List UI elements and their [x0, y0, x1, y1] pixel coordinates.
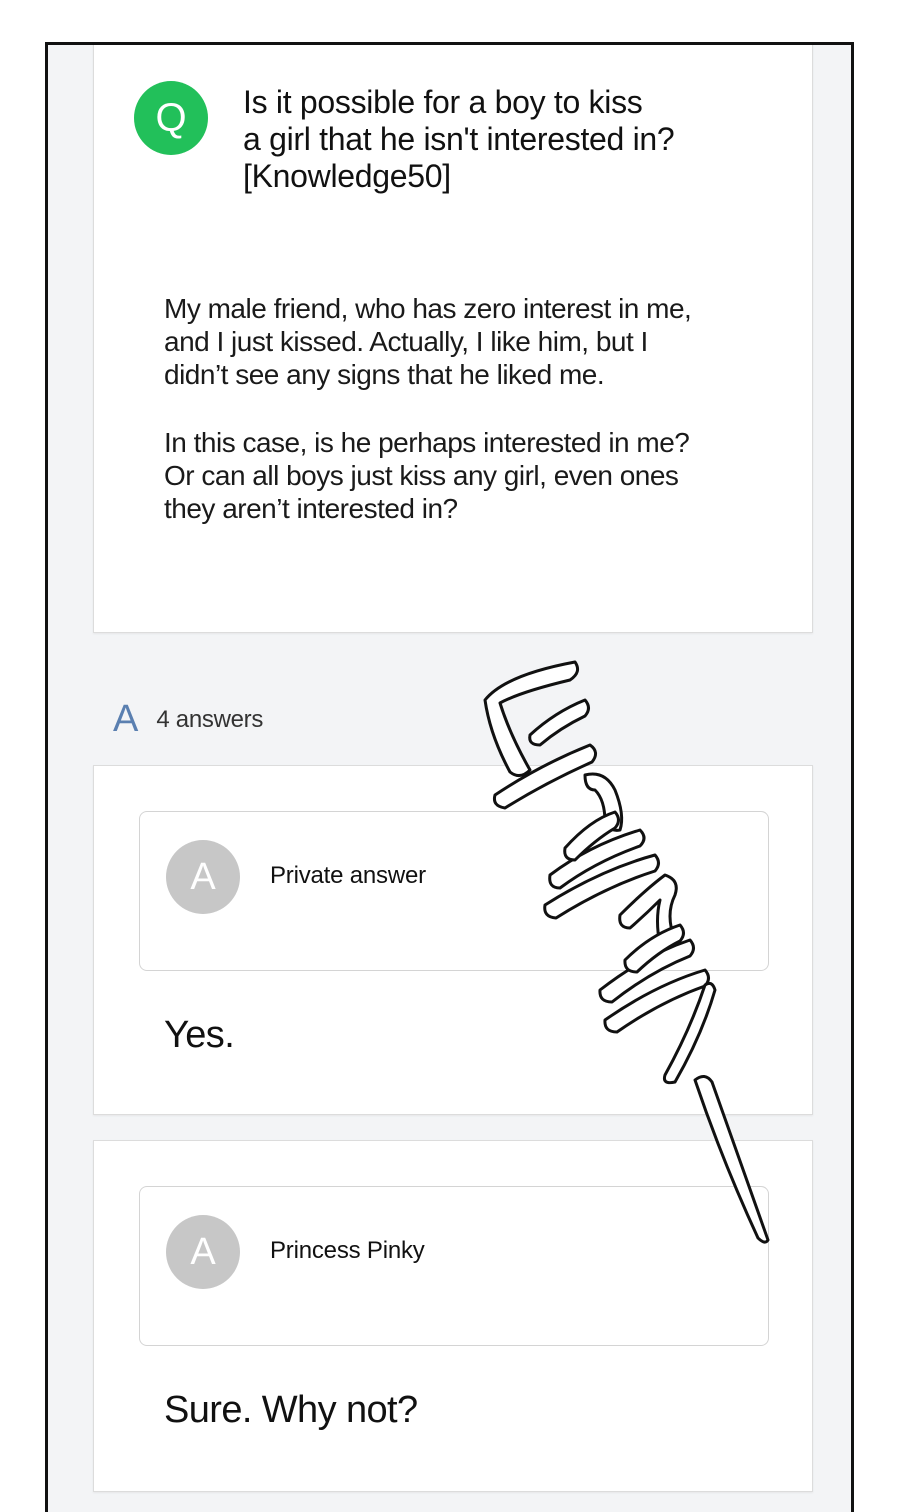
answer-author-name[interactable]: Private answer	[270, 862, 426, 889]
answer-author-box[interactable]	[139, 811, 769, 971]
question-card	[93, 42, 813, 633]
question-title[interactable]	[243, 84, 763, 195]
question-badge-icon: Q	[134, 81, 208, 155]
question-body-line: they aren’t interested in?	[164, 493, 458, 524]
question-body-line: My male friend, who has zero interest in me,	[164, 293, 692, 324]
answer-author-name[interactable]: Princess Pinky	[270, 1237, 425, 1264]
answer-card	[93, 1140, 813, 1492]
question-title-line: [Knowledge50]	[243, 158, 451, 194]
question-body-line: didn’t see any signs that he liked me.	[164, 359, 605, 390]
question-body-paragraph	[164, 426, 764, 525]
answers-header	[113, 698, 263, 741]
answer-text: Yes.	[164, 1014, 235, 1056]
question-title-line: a girl that he isn't interested in?	[243, 121, 675, 157]
question-body-line: Or can all boys just kiss any girl, even ones	[164, 460, 679, 491]
answers-letter-icon: A	[113, 698, 139, 740]
answer-card	[93, 765, 813, 1115]
avatar[interactable]: A	[166, 840, 240, 914]
question-body-paragraph	[164, 292, 764, 391]
avatar[interactable]: A	[166, 1215, 240, 1289]
comic-panel-frame	[45, 42, 854, 1512]
answer-text: Sure. Why not?	[164, 1389, 418, 1431]
question-body-line: and I just kissed. Actually, I like him, but I	[164, 326, 648, 357]
question-body-line: In this case, is he perhaps interested in me?	[164, 427, 690, 458]
answer-author-box[interactable]	[139, 1186, 769, 1346]
answers-count: 4 answers	[156, 705, 264, 733]
question-title-line: Is it possible for a boy to kiss	[243, 84, 643, 120]
